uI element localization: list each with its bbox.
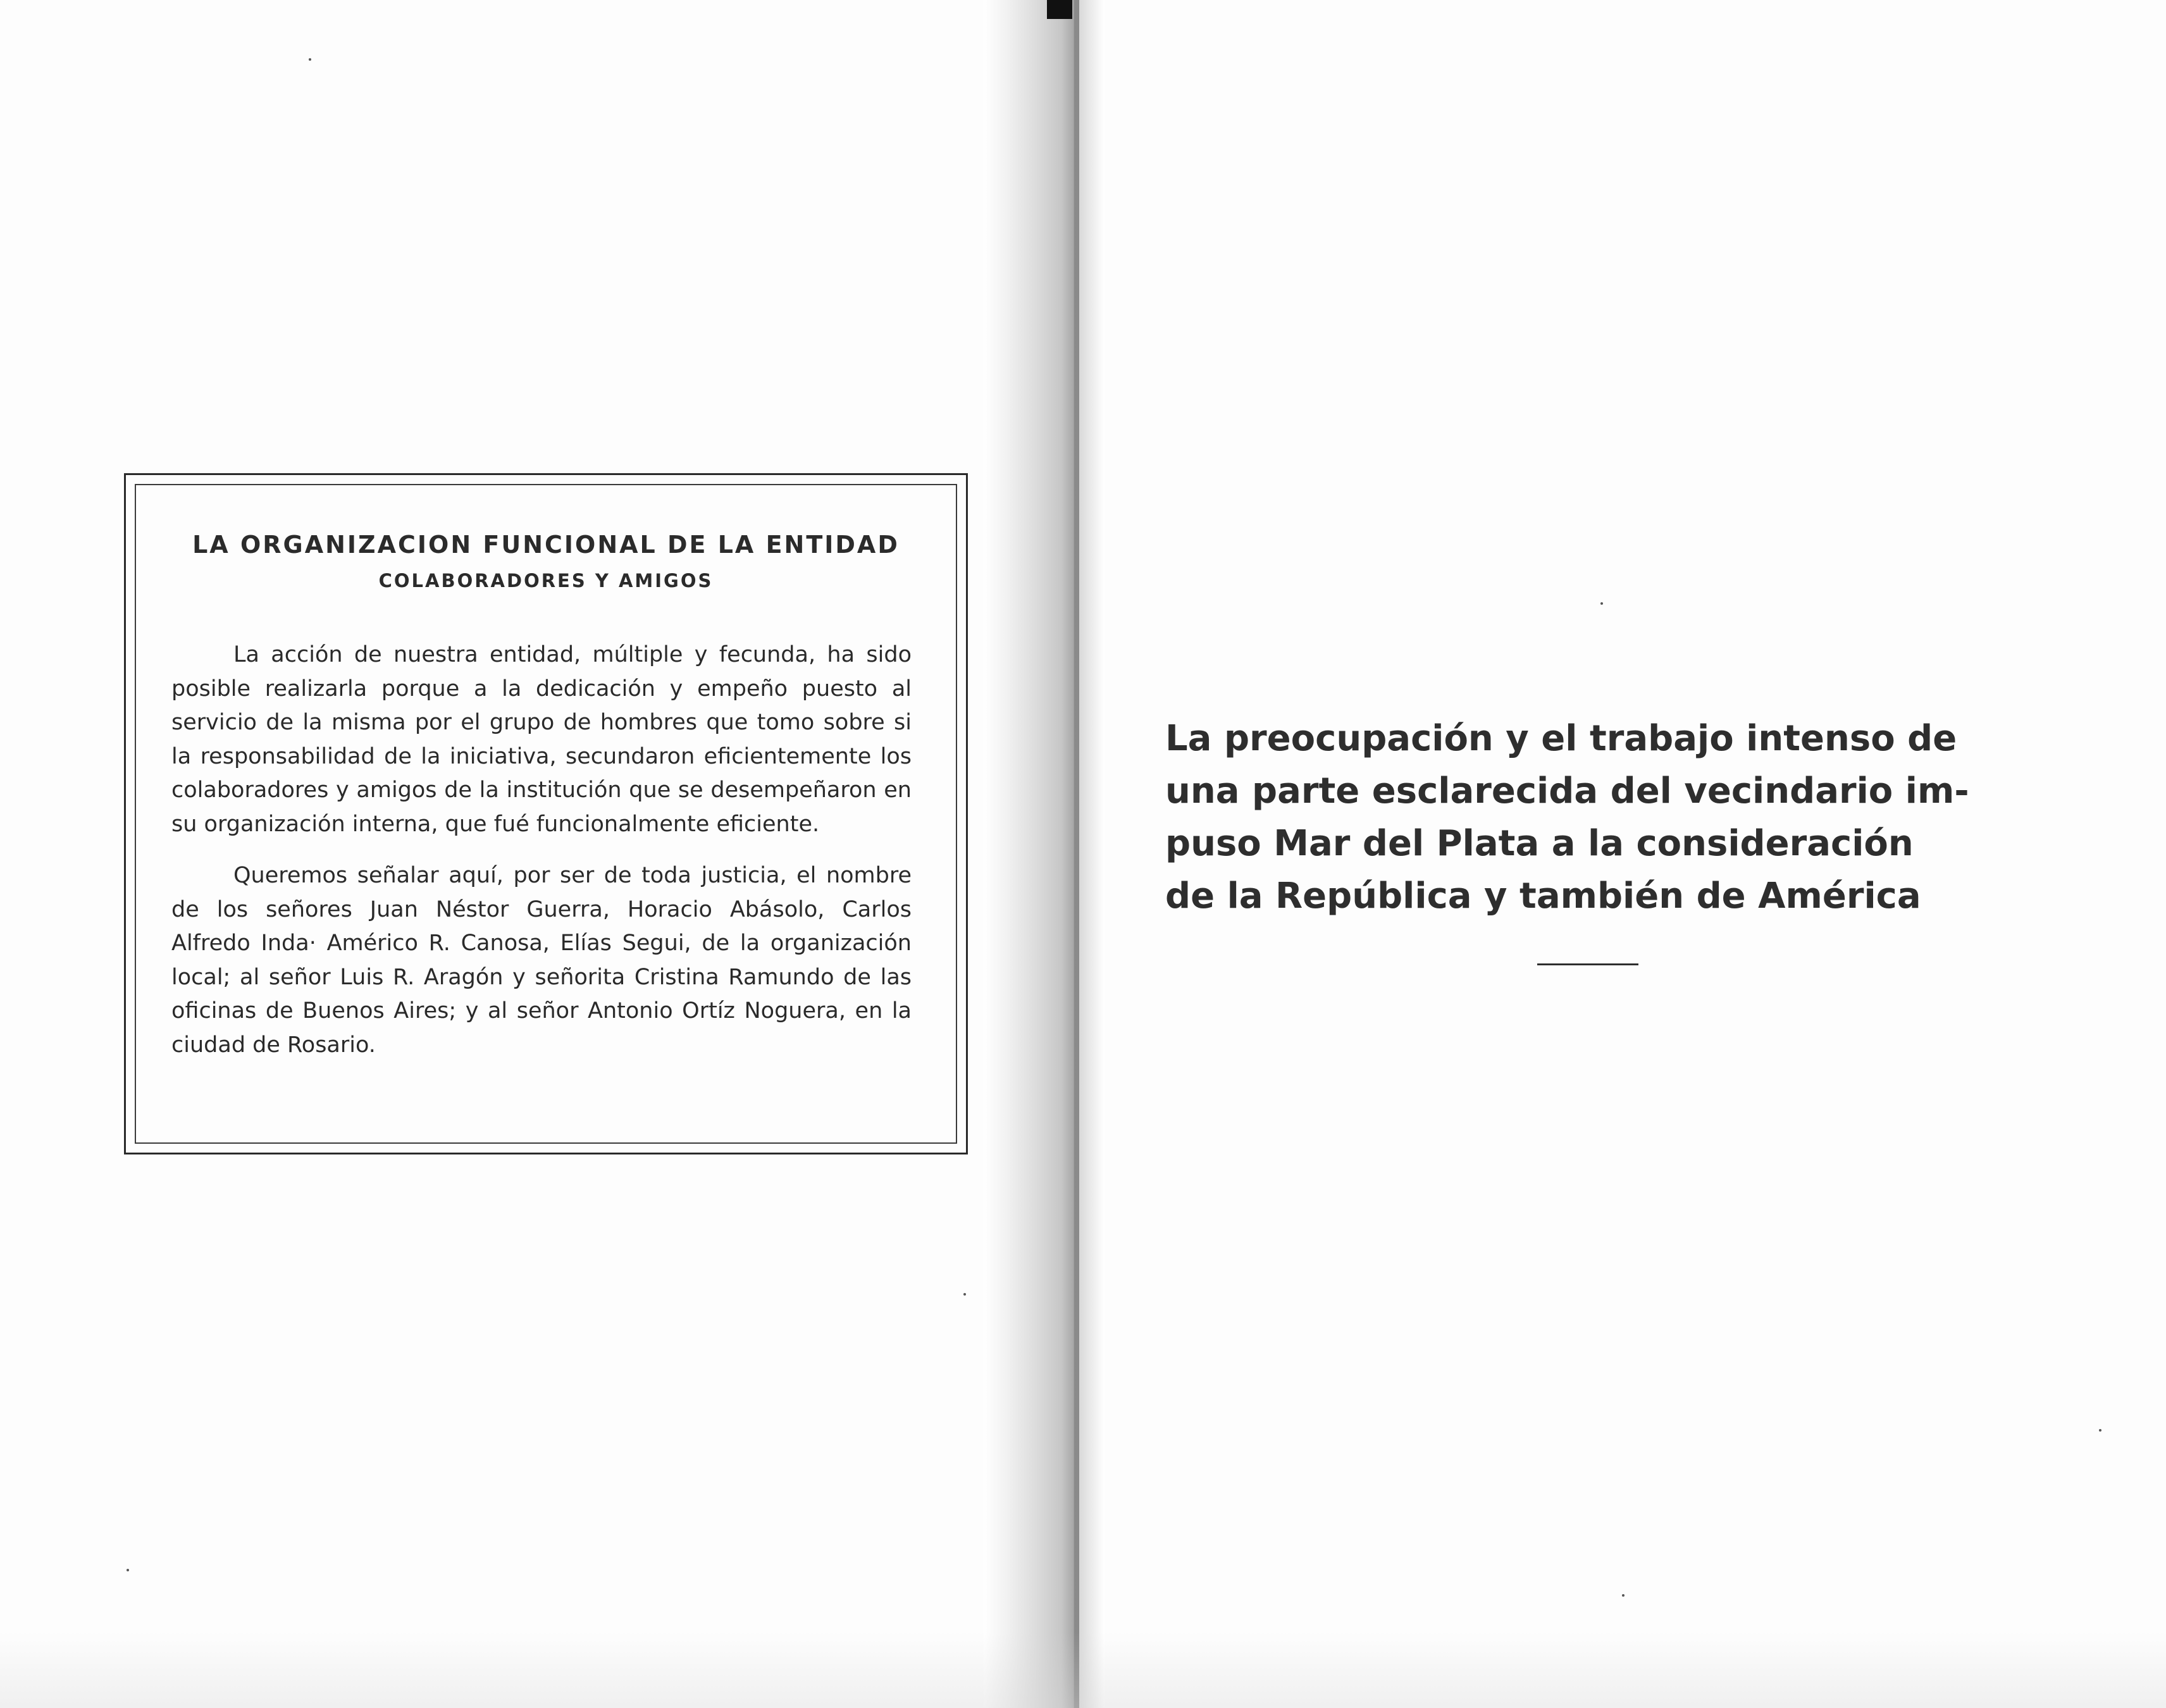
scan-speck xyxy=(127,1569,129,1571)
scan-speck xyxy=(963,1293,966,1296)
scan-speck xyxy=(2099,1429,2101,1432)
book-gutter xyxy=(984,0,1079,1708)
box-subtitle: COLABORADORES Y AMIGOS xyxy=(378,570,714,591)
book-spine xyxy=(1074,0,1079,1708)
right-page-heading xyxy=(1165,712,2010,922)
box-title: LA ORGANIZACION FUNCIONAL DE LA ENTIDAD xyxy=(192,531,900,559)
scan-bottom-grain xyxy=(0,1632,2166,1708)
box-body xyxy=(171,638,912,1062)
scan-speck xyxy=(1600,602,1603,605)
scan-speck xyxy=(1622,1594,1624,1597)
heading-line-4: de la República y también de América xyxy=(1165,876,1921,917)
spine-top-mark xyxy=(1047,0,1072,19)
framed-text-box xyxy=(124,473,968,1154)
box-paragraph-1: La acción de nuestra entidad, múltiple y fecunda, ha sido posible realizarla porque a la dedicación y empeño puesto al servicio de la misma por el grupo de hombres que tomo sobre si la responsabilidad de la iniciativa, secundaron eficientemente los colaboradores y amigos de la institución que se desempeñaron en su organización interna, que fué funcionalmente eficiente. xyxy=(171,642,912,837)
heading-line-1: La preocupación y el trabajo intenso de xyxy=(1165,718,1957,759)
right-page-edge-shadow xyxy=(1079,0,1105,1708)
heading-underline-rule xyxy=(1537,963,1638,965)
box-paragraph-2: Queremos señalar aquí, por ser de toda justicia, el nombre de los señores Juan Néstor Guerra, Horacio Abásolo, Carlos Alfredo Inda· Américo R. Canosa, Elías Segui, de la organización local; al señor Luis R. Aragón y señorita Cristina Ramundo de las oficinas de Buenos Aires; y al señor Antonio Ortíz Noguera, en la ciudad de Rosario. xyxy=(171,863,912,1058)
scan-speck xyxy=(309,58,311,61)
heading-line-3: puso Mar del Plata a la consideración xyxy=(1165,823,1914,864)
heading-line-2: una parte esclarecida del vecindario im- xyxy=(1165,770,1969,812)
